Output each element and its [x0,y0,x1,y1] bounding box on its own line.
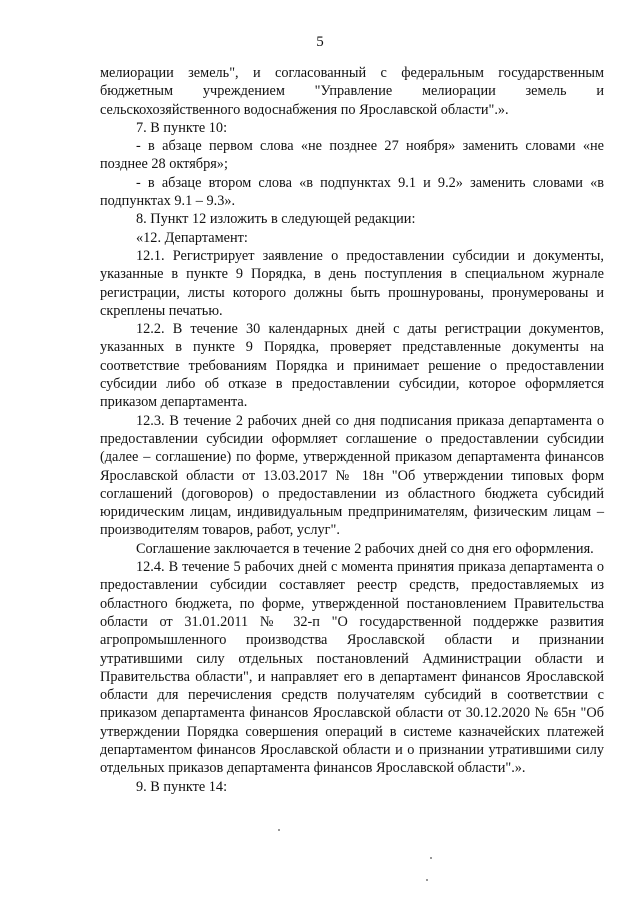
paragraph-item-8: 8. Пункт 12 изложить в следующей редакции: [136,211,416,228]
paragraph-item-7-subitem-1: - в абзаце первом слова «не позднее 27 ноября» заменить словами «не позднее 28 октября»; [100,138,604,173]
paragraph-item-12-3: 12.3. В течение 2 рабочих дней со дня подписания приказа департамента о предоставлении субсидии оформляет соглашение о предоставлении субсидии (далее – соглашение) по форме, утвержденной приказом департамента финансов Ярославской области от 13.03.2017 № 18н "Об утверждении типовых форм соглашений (договоров) о предоставлении из областного бюджета субсидий юридическим лицам, индивидуальным предпринимателям, физическим лицам – производителям товаров, работ, услуг". [100,412,604,539]
paragraph-item-7: 7. В пункте 10: [136,119,228,136]
paragraph-agreement-note: Соглашение заключается в течение 2 рабочих дней со дня его оформления. [136,540,594,557]
document-body [100,64,604,796]
scan-speck [278,829,280,831]
paragraph-continuation: мелиорации земель", и согласованный с федеральным государственным бюджетным учреждением "Управление мелиорации земель и сельскохозяйственного водоснабжения по Ярославской области".». [100,65,604,118]
scan-speck [426,879,428,881]
paragraph-item-12-heading: «12. Департамент: [136,229,248,246]
scan-speck [430,857,432,859]
page-number: 5 [316,34,324,50]
paragraph-item-12-4: 12.4. В течение 5 рабочих дней с момента принятия приказа департамента о предоставлении субсидии составляет реестр средств, предоставляемых из областного бюджета, по форме, утвержденной постановлением Правительства области от 31.01.2011 № 32-п "О государственной поддержке развития агропромышленного производства Ярославской области и признании утратившими силу отдельных постановлений Администрации области и Правительства области", и направляет его в департамент финансов Ярославской области для перечисления средств получателям субсидий в соответствии с приказом департамента финансов Ярославской области от 30.12.2020 № 65н "Об утверждении Порядка совершения операций в системе казначейских платежей департаментом финансов Ярославской области и о признании утратившими силу отдельных приказов департамента финансов Ярославской области".». [100,559,604,777]
paragraph-item-12-2: 12.2. В течение 30 календарных дней с даты регистрации документов, указанных в пункте 9 Порядка, проверяет представленные документы на соответствие требованиям Порядка и принимает решение о предоставлении субсидии либо об отказе в предоставлении субсидии, которое оформляется приказом департамента. [100,321,604,411]
paragraph-item-7-subitem-2: - в абзаце втором слова «в подпунктах 9.1 и 9.2» заменить словами «в подпунктах 9.1 – 9.3». [100,174,604,210]
paragraph-item-12-1: 12.1. Регистрирует заявление о предоставлении субсидии и документы, указанные в пункте 9 Порядка, в день поступления в специальном журнале регистрации, листы которого должны быть прошнурованы, пронумерованы и скреплены печатью. [100,247,604,319]
paragraph-item-9: 9. В пункте 14: [136,778,228,795]
